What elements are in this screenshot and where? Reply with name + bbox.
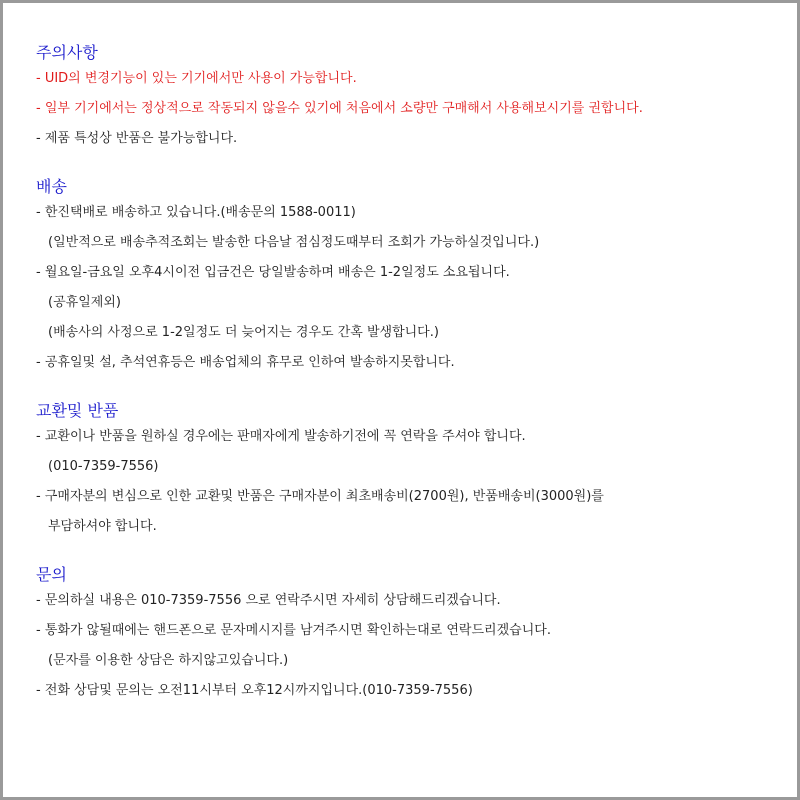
shipping-line-delay-note: (배송사의 사정으로 1-2일정도 더 늦어지는 경우도 간혹 발생합니다.) (48, 325, 439, 340)
shipping-line-holidays: - 공휴일및 설, 추석연휴등은 배송업체의 휴무로 인하여 발송하지못합니다. (36, 355, 455, 370)
inquiry-line-no-sms-consult: (문자를 이용한 상담은 하지않고있습니다.) (48, 653, 289, 668)
exchange-line-buyer-fee: - 구매자분의 변심으로 인한 교환및 반품은 구매자분이 최초배송비(2700원), 반품배송비(3000원)를 (36, 489, 604, 504)
exchange-line-buyer-fee-cont: 부담하셔야 합니다. (48, 519, 157, 534)
caution-line-no-return: - 제품 특성상 반품은 불가능합니다. (36, 131, 238, 146)
exchange-line-phone: (010-7359-7556) (48, 459, 159, 474)
section-title-exchange-return: 교환및 반품 (36, 401, 119, 420)
inquiry-line-phone: - 문의하실 내용은 010-7359-7556 으로 연락주시면 자세히 상담해드리겠습니다. (36, 593, 501, 608)
section-shipping (36, 177, 777, 371)
shipping-line-tracking: (일반적으로 배송추적조회는 발송한 다음날 점심정도때부터 조회가 가능하실것입니다.) (48, 235, 540, 250)
section-inquiry (36, 565, 777, 699)
section-title-caution: 주의사항 (36, 43, 98, 62)
section-exchange-return (36, 401, 777, 535)
shipping-line-carrier: - 한진택배로 배송하고 있습니다.(배송문의 1588-0011) (36, 205, 356, 220)
inquiry-line-sms: - 통화가 않될때에는 핸드폰으로 문자메시지를 남겨주시면 확인하는대로 연락드리겠습니다. (36, 623, 551, 638)
inquiry-line-hours: - 전화 상담및 문의는 오전11시부터 오후12시까지입니다.(010-7359-7556) (36, 683, 473, 698)
shipping-line-schedule: - 월요일-금요일 오후4시이전 입금건은 당일발송하며 배송은 1-2일정도 소요됩니다. (36, 265, 510, 280)
caution-line-test-small: - 일부 기기에서는 정상적으로 작동되지 않을수 있기에 처음에서 소량만 구매해서 사용해보시기를 권합니다. (36, 101, 643, 116)
caution-line-uid: - UID의 변경기능이 있는 기기에서만 사용이 가능합니다. (36, 71, 357, 86)
section-caution (36, 43, 777, 147)
exchange-line-contact-first: - 교환이나 반품을 원하실 경우에는 판매자에게 발송하기전에 꼭 연락을 주셔야 합니다. (36, 429, 526, 444)
notice-content (36, 43, 777, 712)
section-title-inquiry: 문의 (36, 565, 67, 584)
shipping-line-holiday-note: (공휴일제외) (48, 295, 121, 310)
section-title-shipping: 배송 (36, 177, 67, 196)
